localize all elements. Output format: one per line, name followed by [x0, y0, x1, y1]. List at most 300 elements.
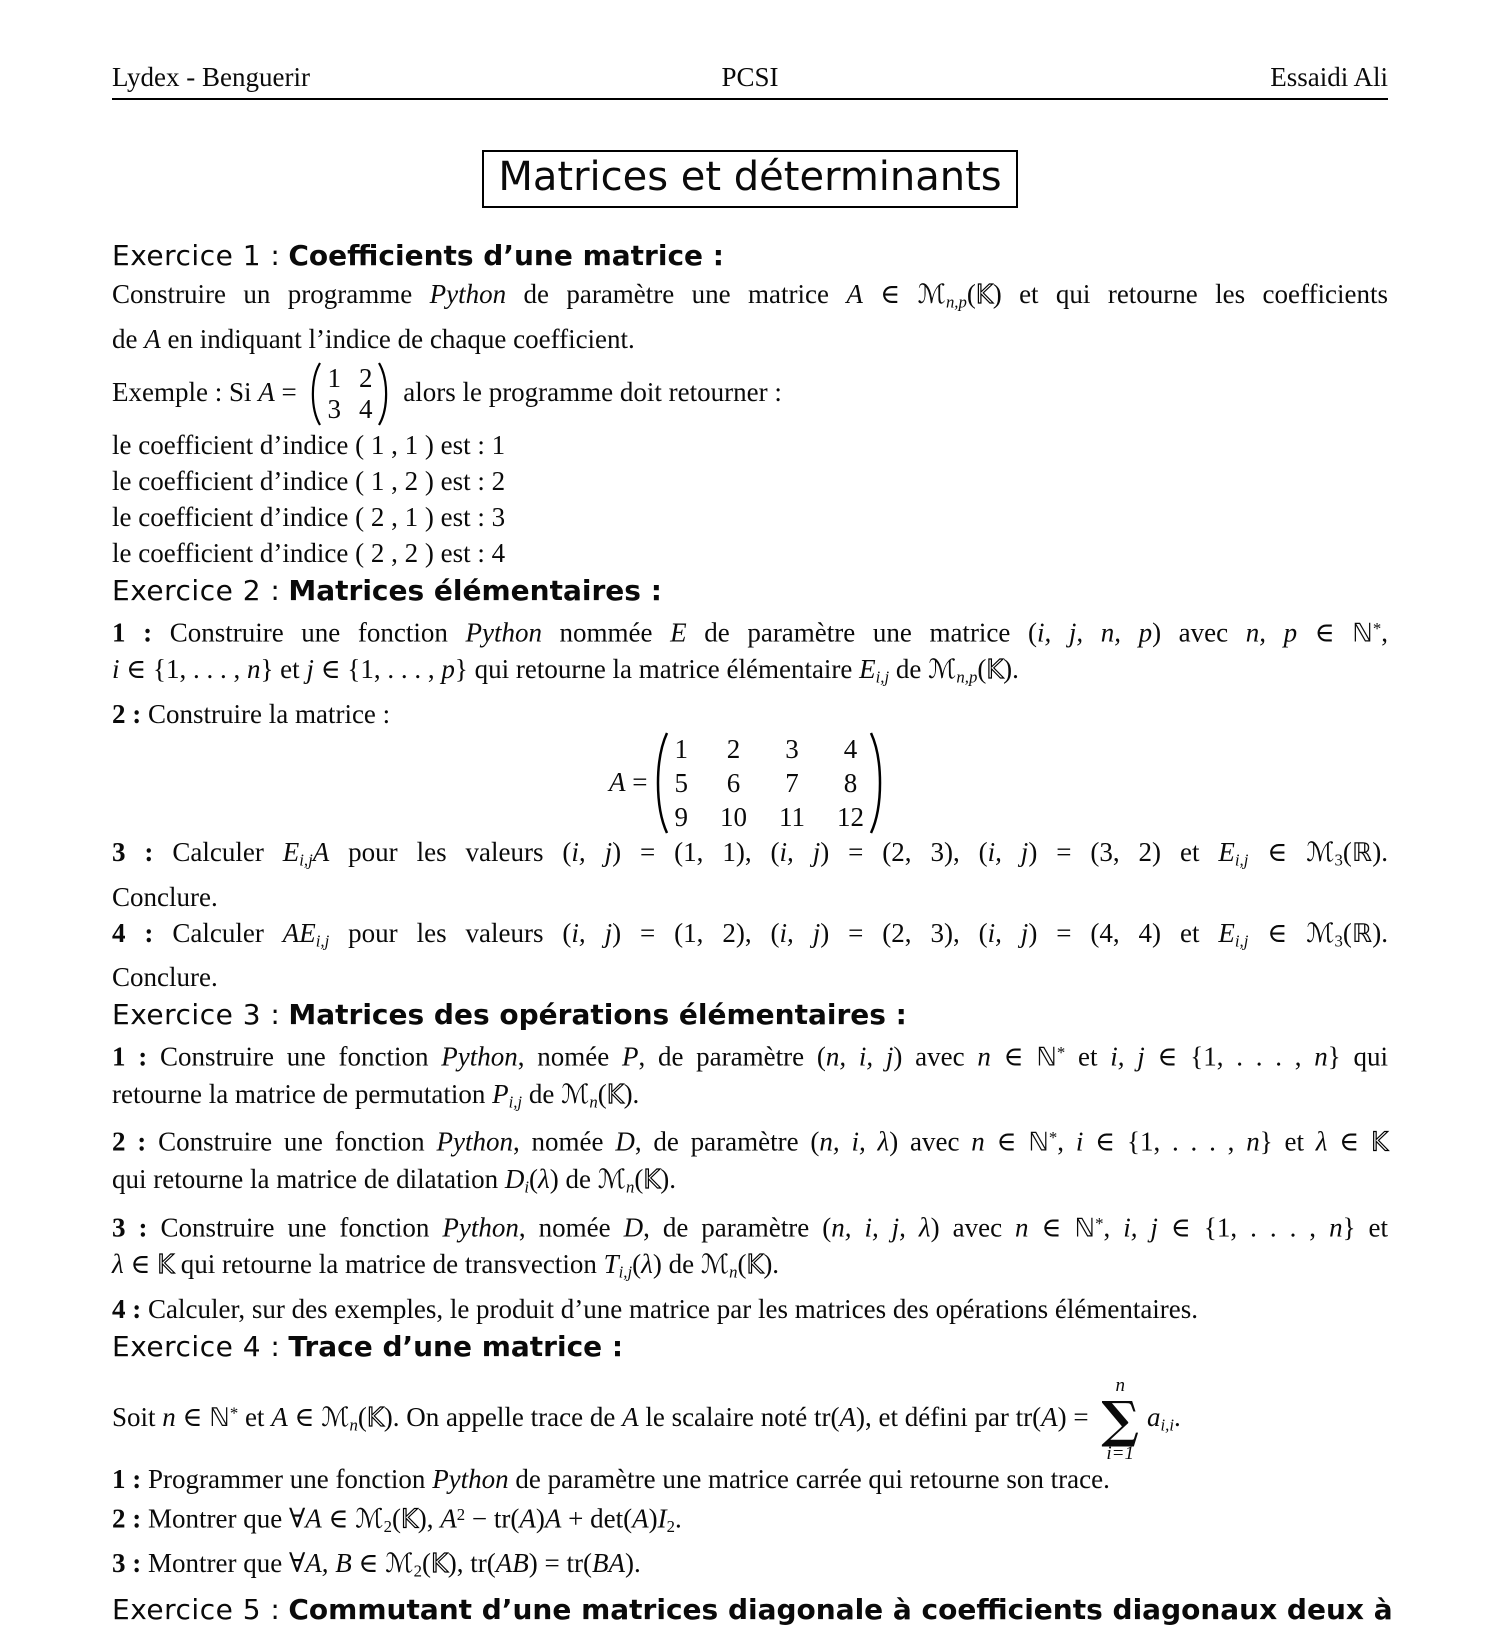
item-line: [112, 651, 1388, 696]
text-segment: Python: [465, 617, 542, 648]
item-line: [112, 1545, 1388, 1590]
text-segment: i,j: [875, 667, 890, 687]
text-segment: K: [986, 655, 1004, 686]
text-segment: E: [859, 654, 876, 685]
text-segment: Python: [432, 1463, 509, 1494]
text-segment: i, j: [571, 836, 613, 867]
text-segment: ) avec: [889, 1126, 972, 1157]
text-segment: Montrer que ∀: [148, 1548, 306, 1579]
text-segment: , de paramètre (: [638, 1041, 826, 1072]
text-segment: ∈: [1248, 836, 1307, 867]
text-segment: i, j, n, p: [1037, 617, 1153, 648]
example-pre-text: [112, 377, 303, 407]
text-segment: ℕ: [1352, 618, 1373, 649]
text-segment: + det(: [561, 1503, 633, 1534]
text-segment: retourne la matrice de permutation: [112, 1078, 493, 1109]
exercise-2-title: Matrices élémentaires :: [288, 573, 662, 607]
text-segment: (: [597, 1078, 607, 1109]
text-segment: n,p: [956, 667, 978, 687]
text-segment: E: [282, 836, 300, 867]
exercise-3-heading: [112, 995, 1388, 1035]
text-segment: − tr(: [465, 1503, 520, 1534]
text-segment: n: [729, 1262, 738, 1282]
text-segment: ∈: [175, 1402, 210, 1433]
inline-matrix-2x2: [307, 361, 392, 427]
text-segment: Construire une fonction: [158, 1126, 437, 1157]
item-line: [112, 915, 1388, 960]
text-segment: (: [1342, 836, 1352, 867]
exercise-5-label: Exercice 5 :: [112, 1592, 281, 1626]
text-segment: Python: [436, 1126, 513, 1157]
text-segment: Exemple : Si: [112, 376, 259, 407]
text-segment: ) = (3, 2) et: [1028, 836, 1219, 867]
text-segment: Soit: [112, 1402, 163, 1433]
text-segment: ) avec: [930, 1212, 1016, 1243]
text-segment: *: [1048, 1128, 1058, 1148]
text-segment: ) = (1, 2), (: [612, 917, 780, 948]
text-segment: n, p: [1245, 617, 1298, 648]
text-segment: D: [504, 1163, 525, 1194]
text-segment: 2 :: [112, 698, 148, 729]
text-segment: i, j: [571, 917, 613, 948]
text-segment: E: [1218, 836, 1235, 867]
text-segment: =: [274, 376, 304, 407]
text-segment: K: [606, 1079, 624, 1110]
page-header: [112, 0, 1388, 92]
text-segment: n: [162, 1402, 176, 1433]
text-segment: Construire une fonction: [160, 1212, 443, 1243]
text-segment: de paramètre une matrice carrée qui retourne son trace.: [508, 1463, 1110, 1494]
matrix-lead-text: [609, 767, 647, 798]
text-segment: 2: [413, 1561, 422, 1581]
text-segment: Montrer que ∀: [148, 1503, 306, 1534]
text-segment: (: [977, 654, 987, 685]
text-segment: pour les valeurs (: [329, 836, 572, 867]
text-segment: ℳ: [561, 1078, 590, 1110]
item-line: [112, 1161, 1388, 1206]
header-rule: [112, 98, 1388, 100]
text-segment: λ: [641, 1249, 653, 1280]
text-segment: n: [1015, 1212, 1029, 1243]
text-segment: ∈: [351, 1548, 386, 1579]
text-segment: ∈: [321, 1503, 356, 1534]
text-segment: A, B: [305, 1548, 352, 1579]
text-segment: 1 :: [112, 1041, 160, 1072]
text-segment: BA: [591, 1548, 625, 1579]
text-segment: *: [1095, 1213, 1104, 1233]
text-segment: A: [271, 1402, 288, 1433]
text-segment: D: [623, 1212, 644, 1243]
text-segment: A: [544, 1503, 562, 1534]
matrix-cell: 2: [358, 363, 373, 394]
text-segment: ℕ: [1036, 1042, 1057, 1073]
text-segment: .: [674, 1503, 682, 1534]
text-segment: P: [492, 1078, 509, 1109]
text-segment: n, i, j, λ: [831, 1212, 931, 1243]
matrix-cell: 4: [843, 733, 858, 764]
text-segment: ∈: [1028, 1212, 1075, 1243]
text-segment: *: [229, 1403, 239, 1423]
matrix-cell: 6: [726, 767, 741, 798]
text-segment: ), tr(: [447, 1548, 496, 1579]
exercise-4-heading: [112, 1327, 1388, 1367]
matrix-cell: 3: [327, 394, 341, 425]
text-segment: 2 :: [112, 1126, 159, 1157]
text-segment: A: [440, 1503, 457, 1534]
text-segment: ) = (4, 4) et: [1028, 917, 1219, 948]
matrix-paren-right-icon: [377, 361, 392, 427]
text-segment: i,j: [508, 1092, 523, 1112]
text-segment: ∈ {1, . . . ,: [1144, 1041, 1315, 1072]
text-segment: *: [1372, 618, 1382, 638]
text-segment: ) = (2, 3), (: [820, 917, 988, 948]
text-segment: n: [1246, 1126, 1260, 1157]
text-segment: n: [246, 654, 261, 685]
title-area: [112, 150, 1388, 208]
paragraph-line: [112, 276, 1388, 321]
text-segment: Python: [442, 1212, 519, 1243]
text-segment: qui retourne la matrice de transvection: [174, 1249, 604, 1280]
text-segment: ℳ: [355, 1503, 384, 1535]
text-segment: 3: [1334, 931, 1343, 951]
header-center-text: PCSI: [721, 62, 779, 92]
text-segment: ∈: [984, 1126, 1029, 1157]
text-segment: 2 :: [112, 1503, 148, 1534]
text-segment: ).: [1372, 836, 1388, 867]
text-segment: D: [615, 1126, 635, 1157]
text-segment: et: [1065, 1041, 1111, 1072]
text-segment: } et: [1342, 1212, 1388, 1243]
text-segment: ): [648, 1503, 658, 1534]
text-segment: ). On appelle trace de: [383, 1402, 623, 1433]
text-segment: ) avec: [893, 1041, 978, 1072]
text-segment: j: [306, 654, 314, 685]
text-segment: i,j: [299, 850, 313, 870]
text-segment: Calculer, sur des exemples, le produit d’une matrice par les matrices des opérations élémentaires.: [148, 1293, 1199, 1324]
matrix-cell: 1: [674, 733, 688, 764]
text-segment: .: [1174, 1402, 1181, 1433]
matrix-paren-left-icon: [307, 361, 322, 427]
text-segment: Python: [441, 1041, 518, 1072]
item-line: [112, 1035, 1388, 1076]
text-segment: A: [258, 376, 275, 407]
text-segment: i,j: [618, 1262, 633, 1282]
text-segment: (: [634, 1163, 644, 1194]
text-segment: (: [391, 1503, 401, 1534]
text-segment: et: [238, 1402, 272, 1433]
header-right-text: Essaidi Ali: [1270, 62, 1388, 92]
exercise-1-heading: [112, 236, 1388, 276]
display-matrix-block: [112, 732, 1388, 834]
matrix-paren-right-icon: [869, 731, 887, 835]
text-segment: K: [430, 1549, 448, 1580]
text-segment: ) = (1, 1), (: [612, 836, 780, 867]
text-segment: i,j: [315, 931, 330, 951]
exercise-4-title: Trace d’une matrice :: [288, 1329, 624, 1363]
text-segment: =: [625, 767, 648, 798]
text-segment: n, i, j: [825, 1041, 894, 1072]
text-segment: A: [519, 1503, 536, 1534]
text-segment: i: [1075, 1126, 1084, 1157]
exercise-3-title: Matrices des opérations élémentaires :: [288, 998, 907, 1032]
text-segment: K: [400, 1504, 418, 1535]
text-segment: ∈: [1327, 1126, 1372, 1157]
text-segment: ),: [417, 1503, 441, 1534]
matrix-cell: 9: [674, 801, 688, 832]
text-segment: Calculer: [172, 836, 283, 867]
exercise-1-title: Coefficients d’une matrice :: [288, 239, 724, 272]
text-segment: ∈: [1297, 617, 1353, 648]
text-segment: i, j: [1110, 1041, 1145, 1072]
text-segment: λ: [1315, 1126, 1328, 1157]
exercise-1-label: Exercice 1 :: [112, 239, 281, 272]
text-segment: (: [632, 1249, 642, 1280]
text-segment: ℳ: [597, 1163, 626, 1195]
text-segment: Programmer une fonction: [148, 1463, 433, 1494]
text-segment: de: [889, 654, 929, 685]
text-segment: *: [1056, 1043, 1066, 1063]
text-segment: alors le programme doit retourner :: [396, 376, 782, 407]
text-segment: (: [357, 1402, 367, 1433]
text-segment: λ: [538, 1163, 550, 1194]
item-line: [112, 611, 1388, 652]
text-segment: i, j: [1123, 1212, 1158, 1243]
text-segment: 2: [383, 1517, 392, 1537]
text-segment: Construire un programme: [112, 279, 430, 309]
text-segment: ) et qui retourne les coefficients: [992, 279, 1388, 309]
text-segment: K: [157, 1250, 175, 1281]
text-segment: , nomée: [518, 1212, 624, 1243]
paragraph-line: [112, 321, 1388, 357]
text-segment: le scalaire noté tr(: [638, 1402, 840, 1433]
text-segment: 3 :: [112, 1212, 161, 1243]
trace-post-text: [1147, 1402, 1181, 1436]
text-segment: 4 :: [112, 917, 173, 948]
text-segment: n: [589, 1092, 598, 1112]
text-segment: ).: [624, 1548, 641, 1579]
text-segment: E: [1218, 917, 1235, 948]
exercise-2-heading: [112, 571, 1388, 611]
text-segment: n: [1314, 1041, 1328, 1072]
text-segment: K: [746, 1250, 764, 1281]
header-left-text: Lydex - Benguerir: [112, 62, 310, 92]
text-segment: ∈ {1, . . . ,: [1157, 1212, 1330, 1243]
text-segment: Construire une fonction: [160, 1041, 442, 1072]
text-segment: a: [1147, 1402, 1161, 1433]
text-segment: de paramètre une matrice (: [686, 617, 1037, 648]
matrix-grid: [669, 732, 869, 834]
text-segment: Construire la matrice :: [148, 698, 391, 729]
text-segment: de: [112, 323, 145, 354]
item-line: [112, 959, 1388, 995]
text-segment: i,j: [1234, 931, 1249, 951]
text-segment: ∈: [123, 1249, 158, 1280]
matrix-cell: 8: [843, 767, 858, 798]
text-segment: ) = tr(: [528, 1548, 592, 1579]
text-segment: 4 :: [112, 1293, 148, 1324]
text-segment: ).: [660, 1163, 676, 1194]
matrix-cell: 11: [778, 801, 805, 832]
item-line: [112, 1497, 1388, 1545]
matrix-cell: 1: [327, 363, 341, 394]
text-segment: } et: [260, 654, 307, 685]
text-segment: ): [535, 1503, 545, 1534]
matrix-cell: 7: [785, 767, 799, 798]
text-segment: } qui retourne la matrice élémentaire: [454, 654, 860, 685]
text-segment: n: [977, 1041, 991, 1072]
text-segment: i, j: [987, 917, 1029, 948]
text-segment: ) de: [652, 1249, 701, 1280]
text-segment: 2: [456, 1504, 466, 1524]
exercise-5-title: Commutant d’une matrices diagonale à coefficients diagonaux deux à: [288, 1592, 1393, 1626]
text-segment: ,: [1057, 1126, 1076, 1157]
text-segment: Calculer: [172, 917, 283, 948]
text-segment: A: [144, 323, 161, 354]
text-segment: Conclure.: [112, 962, 218, 993]
item-line: [112, 1246, 1388, 1291]
item-line: [112, 1291, 1388, 1327]
exercise-2-label: Exercice 2 :: [112, 573, 281, 607]
text-segment: A: [305, 1503, 322, 1534]
text-segment: ∈: [990, 1041, 1037, 1072]
exercise-3-label: Exercice 3 :: [112, 998, 281, 1032]
text-segment: n,p: [945, 292, 967, 312]
coefficient-line: le coefficient d’indice ( 1 , 2 ) est : 2: [112, 465, 506, 496]
text-segment: ).: [1372, 917, 1388, 948]
text-segment: pour les valeurs (: [329, 917, 572, 948]
text-segment: de: [522, 1078, 562, 1109]
text-segment: } et: [1259, 1126, 1316, 1157]
text-segment: (: [966, 279, 976, 309]
text-segment: Python: [429, 279, 507, 309]
text-segment: A: [312, 836, 330, 867]
matrix-cell: 2: [726, 733, 741, 764]
text-segment: i: [112, 654, 120, 685]
example-line: [112, 357, 1388, 427]
text-segment: ), et défini par tr(: [855, 1402, 1042, 1433]
item-line: [112, 1076, 1388, 1121]
summation: [1101, 1376, 1139, 1464]
text-segment: ℳ: [321, 1402, 350, 1434]
text-segment: A: [846, 279, 863, 309]
text-segment: K: [975, 280, 993, 310]
text-segment: , nomée: [512, 1126, 616, 1157]
text-segment: ∈: [862, 279, 918, 309]
text-segment: ∈ {1, . . . ,: [119, 654, 247, 685]
matrix-paren-left-icon: [651, 731, 669, 835]
text-segment: ∈ {1, . . . ,: [1083, 1126, 1247, 1157]
example-post-text: [396, 377, 781, 407]
text-segment: n: [1329, 1212, 1343, 1243]
matrix-cell: 12: [836, 801, 864, 832]
text-segment: n: [971, 1126, 985, 1157]
item-line: [112, 834, 1388, 879]
text-segment: ).: [763, 1249, 780, 1280]
text-segment: K: [366, 1403, 384, 1434]
text-segment: i, j: [779, 917, 821, 948]
text-segment: A: [622, 1402, 639, 1433]
text-segment: ) =: [1057, 1402, 1096, 1433]
sum-upper-limit: n: [1115, 1375, 1125, 1397]
coefficient-line: le coefficient d’indice ( 2 , 1 ) est : 3: [112, 501, 506, 532]
text-segment: ) = (2, 3), (: [820, 836, 988, 867]
trace-definition-line: [112, 1367, 1388, 1465]
text-segment: n, i, λ: [819, 1126, 890, 1157]
text-segment: , nomée: [517, 1041, 622, 1072]
text-segment: ℳ: [700, 1249, 730, 1281]
text-segment: (: [1342, 917, 1352, 948]
text-segment: , de paramètre (: [634, 1126, 820, 1157]
page-title: Matrices et déterminants: [482, 150, 1017, 208]
text-segment: p: [441, 654, 455, 685]
coefficient-line: le coefficient d’indice ( 1 , 1 ) est : 1: [112, 429, 506, 460]
display-matrix-3x4: [651, 731, 887, 835]
text-segment: ℝ: [1351, 837, 1373, 868]
text-segment: K: [1371, 1127, 1388, 1158]
text-segment: de paramètre une matrice: [506, 279, 847, 309]
text-segment: en indiquant l’indice de chaque coefficient.: [160, 323, 635, 354]
text-segment: A: [609, 767, 626, 798]
text-segment: Conclure.: [112, 881, 218, 912]
text-segment: T: [603, 1249, 619, 1280]
text-segment: i, j: [779, 836, 821, 867]
text-segment: E: [670, 617, 687, 648]
text-segment: ℕ: [1074, 1213, 1096, 1244]
text-segment: n: [349, 1416, 358, 1436]
item-line: [112, 696, 1388, 732]
text-segment: 3 :: [112, 1548, 148, 1579]
text-segment: ,: [1103, 1212, 1124, 1243]
text-segment: A: [1041, 1402, 1058, 1433]
text-segment: ).: [1003, 654, 1019, 685]
text-segment: 1 :: [112, 1463, 148, 1494]
matrix-grid: [322, 363, 377, 425]
text-segment: 1 :: [112, 617, 170, 648]
text-segment: ℕ: [209, 1403, 230, 1434]
matrix-cell: 4: [358, 394, 373, 425]
text-segment: ∈: [1248, 917, 1307, 948]
text-segment: A: [632, 1503, 649, 1534]
exercise-5-heading-cut: [112, 1590, 1393, 1630]
text-segment: 3: [1334, 850, 1343, 870]
text-segment: n: [626, 1177, 635, 1197]
text-segment: , de paramètre (: [643, 1212, 832, 1243]
matrix-cell: 5: [674, 767, 688, 798]
matrix-cell: 10: [719, 801, 747, 832]
item-line: [112, 1120, 1388, 1161]
item-line: [112, 1461, 1388, 1497]
text-segment: qui retourne la matrice de dilatation: [112, 1163, 505, 1194]
text-segment: 2: [666, 1517, 675, 1537]
text-segment: ).: [623, 1078, 640, 1109]
text-segment: ℕ: [1028, 1127, 1049, 1158]
text-segment: ℳ: [917, 279, 946, 310]
text-segment: i,i: [1160, 1416, 1175, 1436]
text-segment: ℳ: [928, 654, 957, 686]
trace-pre-text: [112, 1402, 1096, 1436]
text-segment: (: [421, 1548, 431, 1579]
text-segment: P: [621, 1041, 639, 1072]
coefficient-line: le coefficient d’indice ( 2 , 2 ) est : 4: [112, 537, 506, 568]
text-segment: ℳ: [1306, 836, 1335, 868]
exercise-4-label: Exercice 4 :: [112, 1329, 281, 1363]
text-segment: ℝ: [1351, 918, 1373, 949]
text-segment: ∈: [287, 1402, 322, 1433]
text-segment: } qui: [1327, 1041, 1388, 1072]
text-segment: i: [524, 1177, 530, 1197]
matrix-cell: 3: [785, 733, 799, 764]
text-segment: i,j: [1234, 850, 1249, 870]
